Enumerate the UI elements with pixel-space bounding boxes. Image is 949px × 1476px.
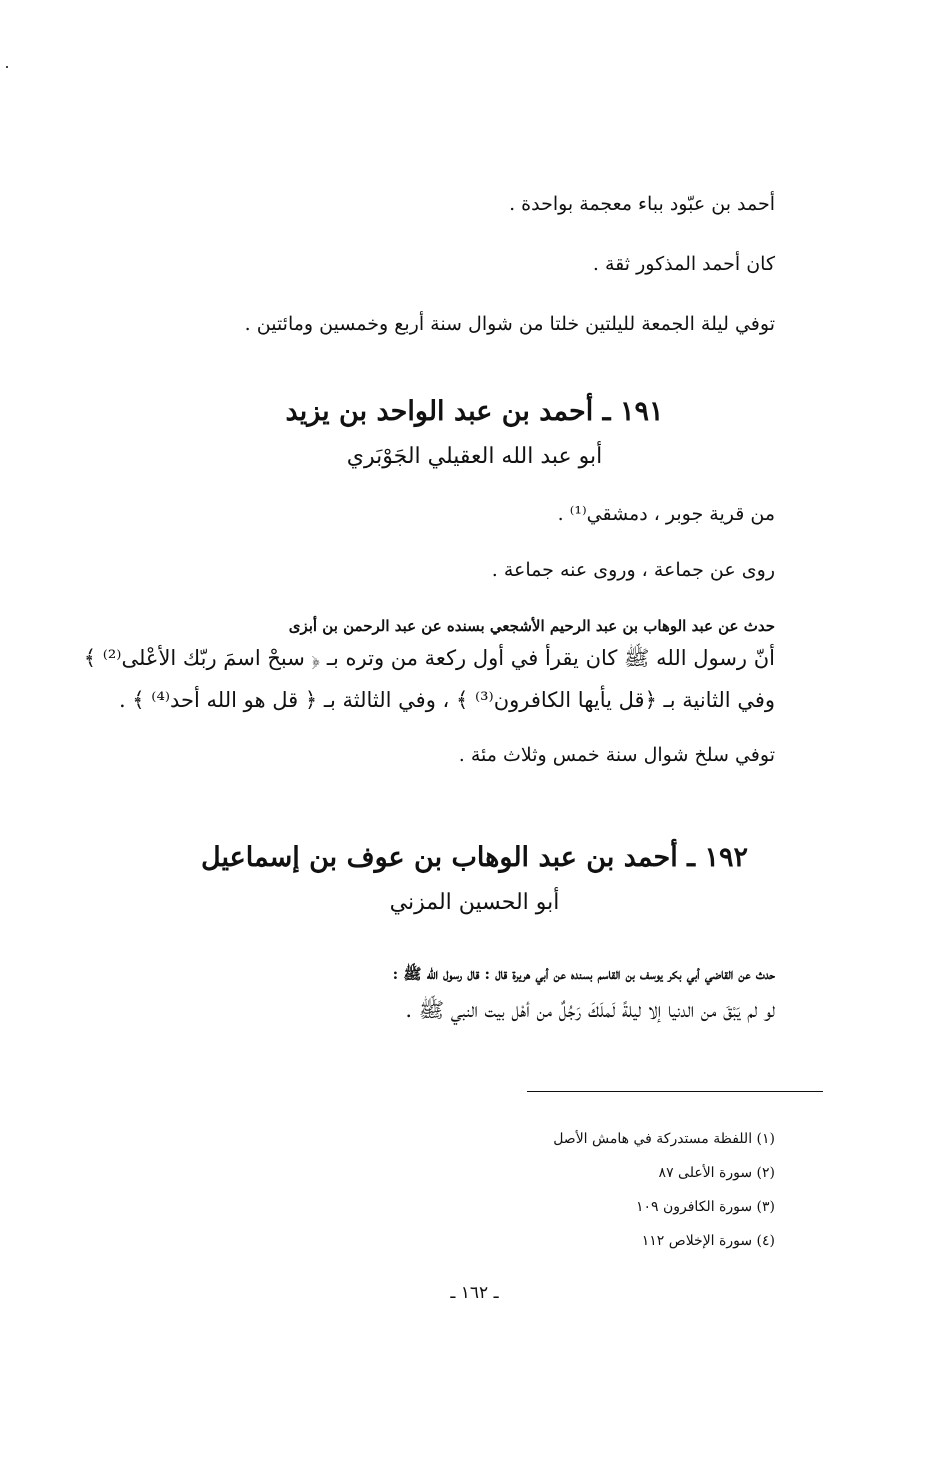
entry-192-subheading: أبو الحسين المزني — [389, 890, 560, 915]
footnote-rule — [527, 1091, 823, 1092]
footnote-2: (٢) سورة الأعلى ٨٧ — [658, 1165, 775, 1181]
entry-192-hadith-text: لو لم يَبْقَ من الدنيا إلا ليلةً لَملَكَ رَجُلٌ من أهْل بيت النبي ﷺ . — [405, 998, 775, 1022]
entry-191-heading: ١٩١ ـ أحمد بن عبد الواحد بن يزيد — [285, 396, 664, 427]
footnote-3: (٣) سورة الكافرون ١٠٩ — [635, 1199, 775, 1215]
entry-192-heading: ١٩٢ ـ أحمد بن عبد الوهاب بن عوف بن إسماعيل — [201, 842, 748, 873]
intro-line-1: أحمد بن عبّود بباء معجمة بواحدة . — [509, 193, 775, 215]
entry-191-death: توفي سلخ شوال سنة خمس وثلاث مئة . — [458, 744, 775, 766]
page-number: ـ ١٦٢ ـ — [450, 1283, 499, 1303]
scan-speck — [6, 66, 8, 68]
entry-191-hadith-line-1: أنّ رسول الله ﷺ كان يقرأ في أول ركعة من وتره بـ ﴿ سبحْ اسمَ ربّك الأعْلى⁽²⁾ ﴾ — [83, 646, 775, 670]
entry-192-hadith-chain: حدث عن القاضي أبي بكر يوسف بن القاسم بسنده عن أبي هريرة قال : قال رسول الله ﷺ : — [392, 965, 775, 983]
footnote-1: (١) اللفظة مستدركة في هامش الأصل — [553, 1131, 775, 1147]
entry-191-hadith-chain: حدث عن عبد الوهاب بن عبد الرحيم الأشجعي بسنده عن عبد الرحمن بن أبزى — [288, 617, 775, 635]
entry-191-line-2: روى عن جماعة ، وروى عنه جماعة . — [491, 559, 775, 581]
entry-191-hadith-line-2: وفي الثانية بـ ﴿قل يأيها الكافرون⁽³⁾ ﴾ ، وفي الثالثة بـ ﴿ قل هو الله أحد⁽⁴⁾ ﴾ . — [118, 688, 775, 712]
footnote-4: (٤) سورة الإخلاص ١١٢ — [641, 1233, 775, 1249]
intro-line-3: توفي ليلة الجمعة لليلتين خلتا من شوال سنة أربع وخمسين ومائتين . — [244, 313, 775, 335]
intro-line-2: كان أحمد المذكور ثقة . — [592, 253, 775, 275]
entry-191-line-1: من قرية جوبر ، دمشقي⁽¹⁾ . — [557, 503, 775, 525]
entry-191-subheading: أبو عبد الله العقيلي الجَوْبَري — [346, 444, 603, 469]
